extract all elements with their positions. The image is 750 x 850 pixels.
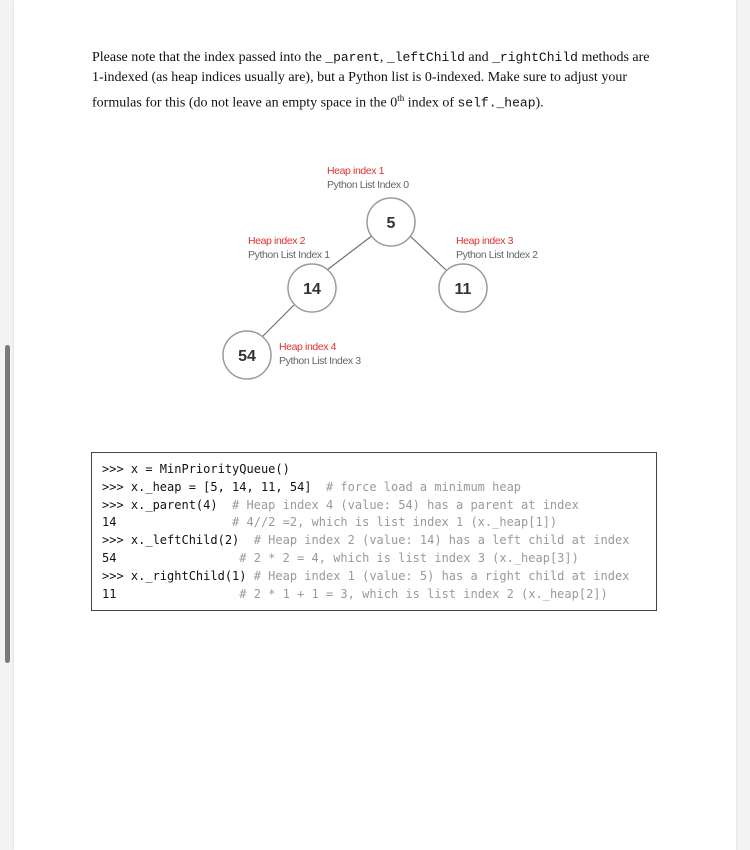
heap-index-label: Heap index 2 [248, 235, 306, 247]
code-output: 11 [102, 587, 117, 601]
node-value: 5 [386, 215, 396, 232]
tree-node-4 [223, 331, 271, 379]
node-value: 14 [303, 281, 321, 298]
para-text: ). [535, 95, 544, 111]
para-text: methods are 1-indexed (as heap indices usually are), but a Python list is 0-indexed. Make sure to adjust your formulas for this (do not leave an empty space in the 0 [92, 50, 650, 111]
edge-1-3 [409, 235, 446, 270]
code-comment: # 2 * 2 = 4, which is list index 3 (x._heap[3]) [239, 551, 579, 565]
code-leftchild: _leftChild [386, 50, 465, 65]
code-line [102, 532, 629, 549]
node-value: 11 [454, 281, 472, 298]
code-comment: # 4//2 =2, which is list index 1 (x._heap[1]) [232, 515, 558, 529]
code-line [102, 550, 579, 567]
para-text: index of [404, 95, 458, 111]
list-index-label: Python List Index 3 [279, 355, 361, 367]
superscript-th: th [397, 93, 405, 103]
para-text: , [379, 50, 387, 65]
code-text: >>> x._leftChild(2) [102, 533, 240, 547]
code-line [102, 586, 608, 603]
tree-node-1 [367, 198, 415, 246]
code-comment: # Heap index 1 (value: 5) has a right child at index [253, 569, 630, 583]
para-text: and [464, 50, 493, 65]
code-rightchild: _rightChild [492, 50, 578, 65]
code-self-heap: self._heap [457, 95, 536, 111]
code-comment: # Heap index 4 (value: 54) has a parent at index [232, 498, 579, 512]
code-example-box [91, 452, 657, 611]
code-text: >>> x._parent(4) [102, 498, 218, 512]
node-value: 54 [238, 348, 256, 365]
code-comment: # force load a minimum heap [325, 480, 522, 494]
list-index-label: Python List Index 2 [456, 249, 538, 261]
code-line [102, 479, 521, 496]
heap-index-label: Heap index 3 [456, 235, 514, 247]
code-output: 14 [102, 515, 117, 529]
edge-2-4 [262, 305, 294, 337]
tree-node-2 [288, 264, 336, 312]
code-text: >>> x._rightChild(1) [102, 569, 247, 583]
code-line [102, 514, 557, 531]
code-line [102, 568, 629, 585]
tree-node-3 [439, 264, 487, 312]
code-text: >>> x._heap = [5, 14, 11, 54] [102, 480, 312, 494]
list-index-label: Python List Index 1 [248, 249, 330, 261]
code-line [102, 497, 579, 514]
para-text: Please note that the index passed into the [92, 50, 326, 65]
code-line [102, 461, 290, 478]
heap-index-label: Heap index 4 [279, 341, 337, 353]
list-index-label: Python List Index 0 [327, 179, 409, 191]
code-comment: # Heap index 2 (value: 14) has a left child at index [253, 533, 630, 547]
code-output: 54 [102, 551, 117, 565]
code-parent: _parent [325, 50, 380, 65]
heap-index-label: Heap index 1 [327, 165, 385, 177]
heap-tree-diagram [0, 0, 750, 420]
code-text: >>> x = MinPriorityQueue() [102, 462, 290, 476]
edge-1-2 [327, 235, 373, 270]
code-comment: # 2 * 1 + 1 = 3, which is list index 2 (x._heap[2]) [239, 587, 608, 601]
